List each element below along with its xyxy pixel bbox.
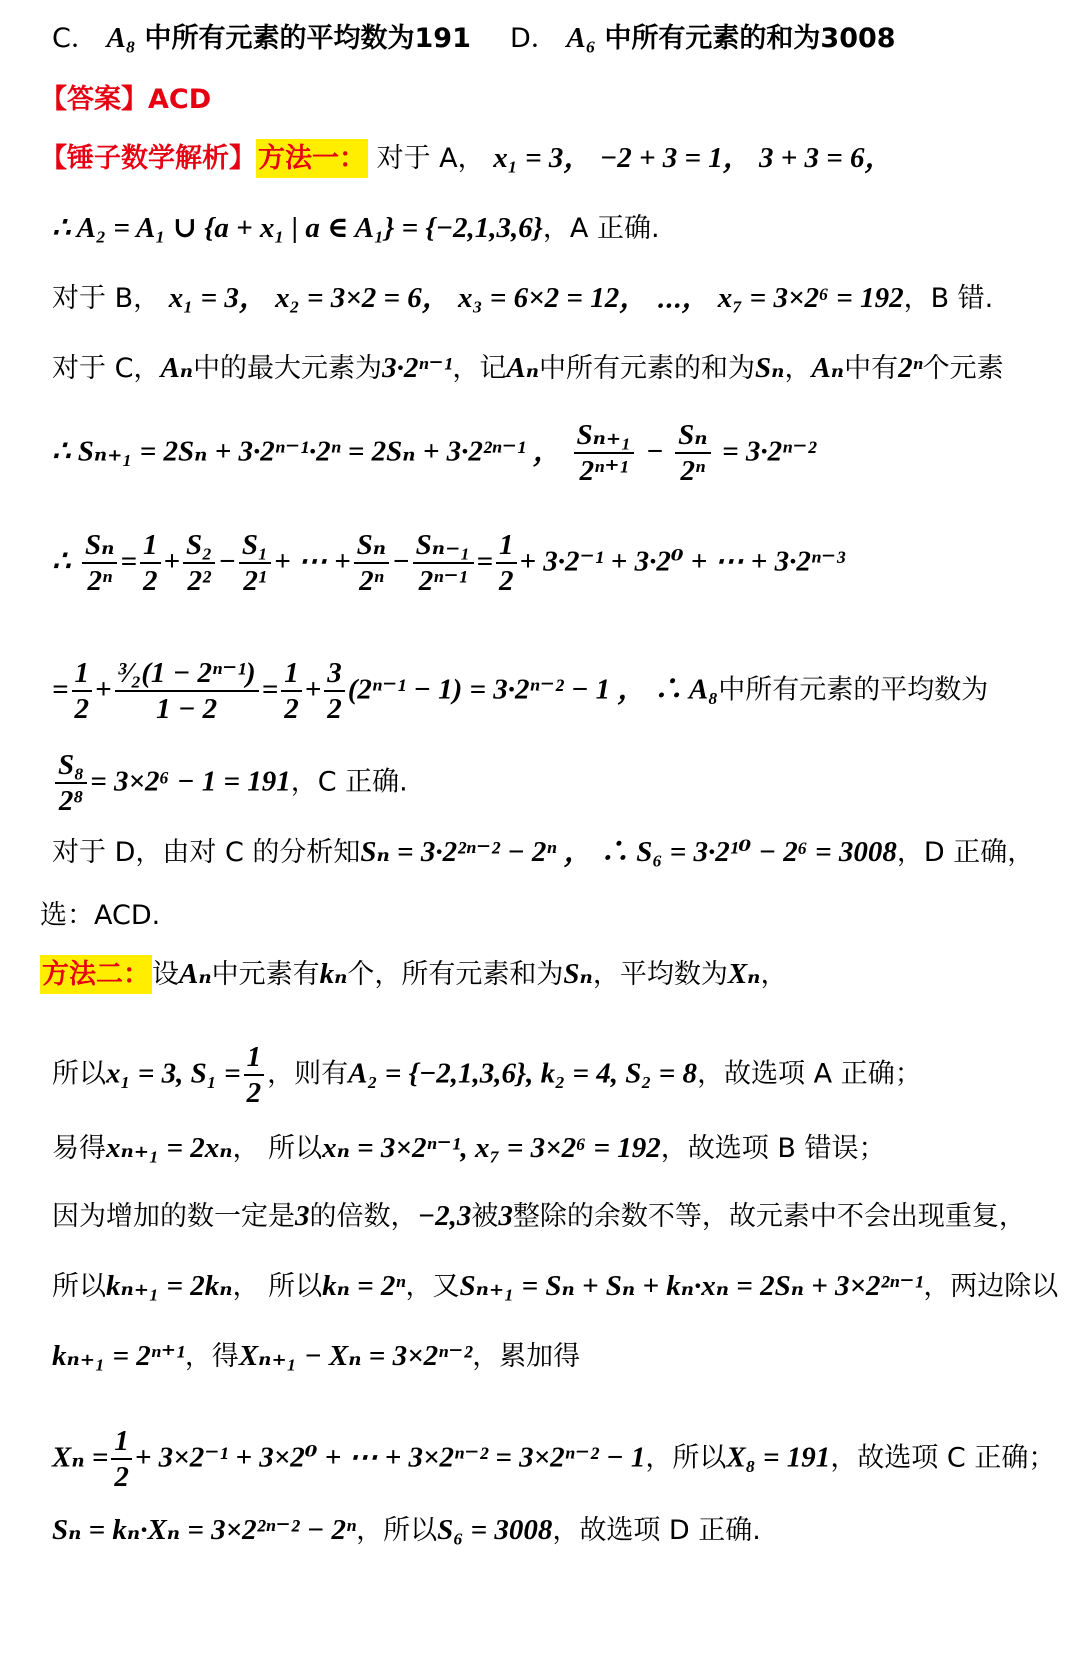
- denominator: 2: [143, 565, 158, 597]
- text: 对于 B，: [52, 283, 161, 314]
- option-c-math: A₈: [106, 22, 136, 54]
- math: −2,3: [417, 1200, 472, 1232]
- numerator: S₈: [55, 748, 87, 784]
- math: X₈ = 191: [726, 1441, 831, 1474]
- text: 选：ACD.: [40, 900, 161, 931]
- operator: +: [304, 673, 322, 706]
- text: ，得: [184, 1341, 239, 1372]
- fraction: [413, 528, 474, 598]
- text: 中元素有: [211, 959, 320, 990]
- fraction: [183, 528, 215, 598]
- answer-line: [40, 80, 211, 120]
- math: xₙ₊₁ = 2xₙ: [106, 1132, 233, 1164]
- text: 所以: [52, 1058, 106, 1090]
- fraction: [82, 528, 117, 598]
- operator: −: [218, 545, 236, 578]
- numerator: Sₙ₋₁: [413, 528, 474, 564]
- method1-line-6: [52, 528, 845, 598]
- text: ，累加得: [472, 1341, 581, 1372]
- denominator: 2ⁿ: [680, 455, 706, 487]
- math: ∴: [52, 545, 71, 578]
- text: 个，所有元素和为: [347, 959, 564, 990]
- text: 对于 D，由对 C 的分析知: [52, 837, 361, 868]
- method1-line-7: [52, 656, 988, 726]
- fraction: [675, 418, 710, 488]
- fraction: [111, 1424, 132, 1494]
- numerator: S₁: [239, 528, 271, 564]
- numerator: Sₙ: [82, 528, 117, 564]
- denominator: 2: [114, 1461, 129, 1493]
- source-tag: 【锤子数学解析】: [40, 143, 256, 174]
- text: ，B 错.: [903, 283, 994, 314]
- denominator: 2: [284, 693, 299, 725]
- method2-line-3: [52, 1128, 886, 1169]
- math: kₙ₊₁ = 2ⁿ⁺¹: [52, 1340, 185, 1372]
- numerator: ³⁄₂(1 − 2ⁿ⁻¹): [115, 656, 259, 692]
- method1-line-8: [52, 748, 408, 818]
- math: Aₙ: [160, 352, 194, 384]
- operator: −: [392, 545, 410, 578]
- text: ，故选项 D 正确.: [552, 1515, 761, 1546]
- numerator: Sₙ₊₁: [574, 418, 635, 454]
- option-d-text: 中所有元素的和为3008: [604, 23, 896, 54]
- math: kₙ = 2ⁿ: [322, 1270, 406, 1302]
- fraction: [55, 748, 87, 818]
- numerator: 1: [496, 528, 517, 564]
- text: 的倍数，: [309, 1201, 418, 1232]
- math: = 3·2ⁿ⁻²: [722, 435, 817, 468]
- math: (2ⁿ⁻¹ − 1) = 3·2ⁿ⁻² − 1 ， ∴ A₈: [347, 673, 719, 706]
- fraction: [574, 418, 635, 488]
- denominator: 2²: [187, 565, 211, 597]
- math: + 3×2⁻¹ + 3×2⁰ + ⋯ + 3×2ⁿ⁻² = 3×2ⁿ⁻² − 1: [134, 1441, 646, 1474]
- denominator: 2ⁿ: [87, 565, 113, 597]
- denominator: 2ⁿ⁻¹: [418, 565, 468, 597]
- method1-line-3: [52, 278, 993, 319]
- option-d-label: D．: [510, 23, 558, 54]
- fraction: [281, 656, 302, 726]
- text: ，A 正确.: [542, 213, 660, 244]
- operator: =: [476, 545, 494, 578]
- math: Xₙ₊₁ − Xₙ = 3×2ⁿ⁻²: [238, 1340, 473, 1372]
- text: 整除的余数不等，故元素中不会出现重复，: [512, 1201, 1026, 1232]
- operator: =: [261, 673, 279, 706]
- text: ，: [784, 353, 812, 384]
- text: ，故选项 C 正确；: [830, 1442, 1056, 1474]
- denominator: 2: [74, 693, 90, 725]
- fraction: [496, 528, 517, 598]
- text: ，所以: [356, 1515, 438, 1546]
- option-c: [52, 18, 471, 59]
- text: ，记: [452, 353, 507, 384]
- math: Aₙ: [179, 958, 212, 990]
- math: A₂ = {−2,1,3,6}, k₂ = 4, S₂ = 8: [348, 1057, 698, 1090]
- operator: −: [645, 435, 664, 468]
- text: ，故选项 A 正确；: [697, 1058, 922, 1090]
- math: Sₙ: [563, 958, 593, 990]
- denominator: 1 − 2: [156, 693, 218, 725]
- text: 中所有元素的和为: [539, 353, 756, 384]
- text: 对于 C，: [52, 353, 161, 384]
- method2-line-4: [52, 1196, 1026, 1237]
- operator: +: [95, 673, 112, 706]
- method2-line-6: [52, 1336, 580, 1377]
- numerator: 1: [72, 656, 93, 692]
- numerator: Sₙ: [354, 528, 389, 564]
- math: x₁ = 3, S₁ =: [106, 1057, 241, 1090]
- text: 所以: [52, 1271, 106, 1302]
- method2-line-8: [52, 1510, 761, 1551]
- numerator: S₂: [183, 528, 215, 564]
- math: kₙ₊₁ = 2kₙ: [106, 1270, 233, 1302]
- text: ， 所以: [232, 1133, 323, 1164]
- method1-line-4: [52, 348, 1004, 389]
- math: 3: [498, 1200, 513, 1232]
- denominator: 2¹: [243, 565, 267, 597]
- text: 个元素: [922, 353, 1004, 384]
- denominator: 2ⁿ: [359, 565, 384, 597]
- method2-title: 方法二：: [40, 955, 152, 994]
- answer-value: ACD: [148, 84, 212, 115]
- math: = 3×2⁶ − 1 = 191: [90, 765, 291, 798]
- text: ，C 正确.: [290, 766, 408, 798]
- text: 中所有元素的平均数为: [718, 674, 989, 706]
- numerator: 3: [324, 656, 345, 692]
- math: x₁ = 3， −2 + 3 = 1， 3 + 3 = 6，: [493, 142, 894, 174]
- option-c-label: C．: [52, 23, 98, 54]
- text: ，所以: [645, 1442, 727, 1474]
- text: 易得: [52, 1133, 106, 1164]
- method2-line-1: [40, 954, 787, 995]
- denominator: 2: [246, 1077, 262, 1109]
- method1-conclusion: [40, 896, 160, 936]
- math: Sₙ = 3·2²ⁿ⁻² − 2ⁿ ， ∴ S₆ = 3·2¹⁰ − 2⁶ = 3008: [360, 836, 897, 868]
- fraction: [140, 528, 161, 598]
- method1-line-1: [40, 138, 894, 179]
- math: Sₙ₊₁ = Sₙ + Sₙ + kₙ·xₙ = 2Sₙ + 3×2²ⁿ⁻¹: [459, 1270, 924, 1302]
- text: ， 所以: [232, 1271, 323, 1302]
- option-c-text: 中所有元素的平均数为191: [144, 23, 471, 54]
- math: 3·2ⁿ⁻¹: [382, 352, 453, 384]
- operator: +: [163, 545, 181, 578]
- fraction: [115, 656, 259, 726]
- denominator: 2ⁿ⁺¹: [579, 455, 629, 487]
- text: ，: [760, 959, 788, 990]
- numerator: Sₙ: [675, 418, 710, 454]
- math: kₙ: [319, 958, 348, 990]
- denominator: 2: [499, 565, 514, 597]
- math: Xₙ =: [52, 1441, 109, 1474]
- text: 设: [152, 959, 179, 990]
- math: 3: [295, 1200, 310, 1232]
- text: ，故选项 B 错误；: [660, 1133, 886, 1164]
- operator: + ⋯ +: [274, 545, 351, 578]
- text: ，平均数为: [592, 959, 728, 990]
- method1-title: 方法一：: [256, 139, 368, 178]
- method1-line-9: [52, 832, 1034, 873]
- text: ，则有: [267, 1058, 349, 1090]
- text: 中的最大元素为: [193, 353, 383, 384]
- operator: =: [52, 673, 69, 706]
- math: Sₙ: [755, 352, 785, 384]
- text: ，D 正确，: [896, 837, 1035, 868]
- operator: =: [120, 545, 137, 578]
- fraction: [72, 656, 93, 726]
- method2-line-7: [52, 1424, 1055, 1494]
- math: 2ⁿ: [898, 352, 923, 384]
- math: ∴ A₂ = A₁ ∪ {a + x₁ | a ∈ A₁} = {−2,1,3,6}: [52, 212, 543, 244]
- method1-line-2: [52, 208, 660, 249]
- text: 因为增加的数一定是: [52, 1201, 295, 1232]
- math: x₁ = 3， x₂ = 3×2 = 6， x₃ = 6×2 = 12， ⋯， x₇ = 3×2⁶ = 192: [168, 282, 904, 314]
- text: ，又: [405, 1271, 460, 1302]
- math: xₙ = 3×2ⁿ⁻¹, x₇ = 3×2⁶ = 192: [322, 1132, 661, 1164]
- answer-tag: 【答案】: [40, 84, 148, 115]
- text: 中有: [844, 353, 899, 384]
- fraction: [244, 1040, 265, 1110]
- text: ，两边除以: [923, 1271, 1059, 1302]
- math: Aₙ: [506, 352, 540, 384]
- math: S₆ = 3008: [437, 1514, 553, 1546]
- method2-line-2: [52, 1040, 922, 1110]
- numerator: 1: [111, 1424, 132, 1460]
- fraction: [324, 656, 345, 726]
- text: 对于 A，: [376, 143, 485, 174]
- text: 被: [471, 1201, 499, 1232]
- fraction: [354, 528, 389, 598]
- option-d: [510, 18, 896, 59]
- numerator: 1: [244, 1040, 265, 1076]
- option-d-math: A₆: [566, 22, 596, 54]
- denominator: 2⁸: [58, 785, 84, 817]
- numerator: 1: [281, 656, 302, 692]
- method1-line-5: [52, 418, 816, 488]
- fraction: [239, 528, 271, 598]
- numerator: 1: [140, 528, 161, 564]
- math: ∴ Sₙ₊₁ = 2Sₙ + 3·2ⁿ⁻¹·2ⁿ = 2Sₙ + 3·2²ⁿ⁻¹ ，: [52, 435, 562, 468]
- math: Xₙ: [727, 958, 761, 990]
- math: Sₙ = kₙ·Xₙ = 3×2²ⁿ⁻² − 2ⁿ: [52, 1514, 357, 1546]
- denominator: 2: [327, 693, 342, 725]
- math: + 3·2⁻¹ + 3·2⁰ + ⋯ + 3·2ⁿ⁻³: [519, 545, 845, 578]
- method2-line-5: [52, 1266, 1058, 1307]
- math: Aₙ: [811, 352, 845, 384]
